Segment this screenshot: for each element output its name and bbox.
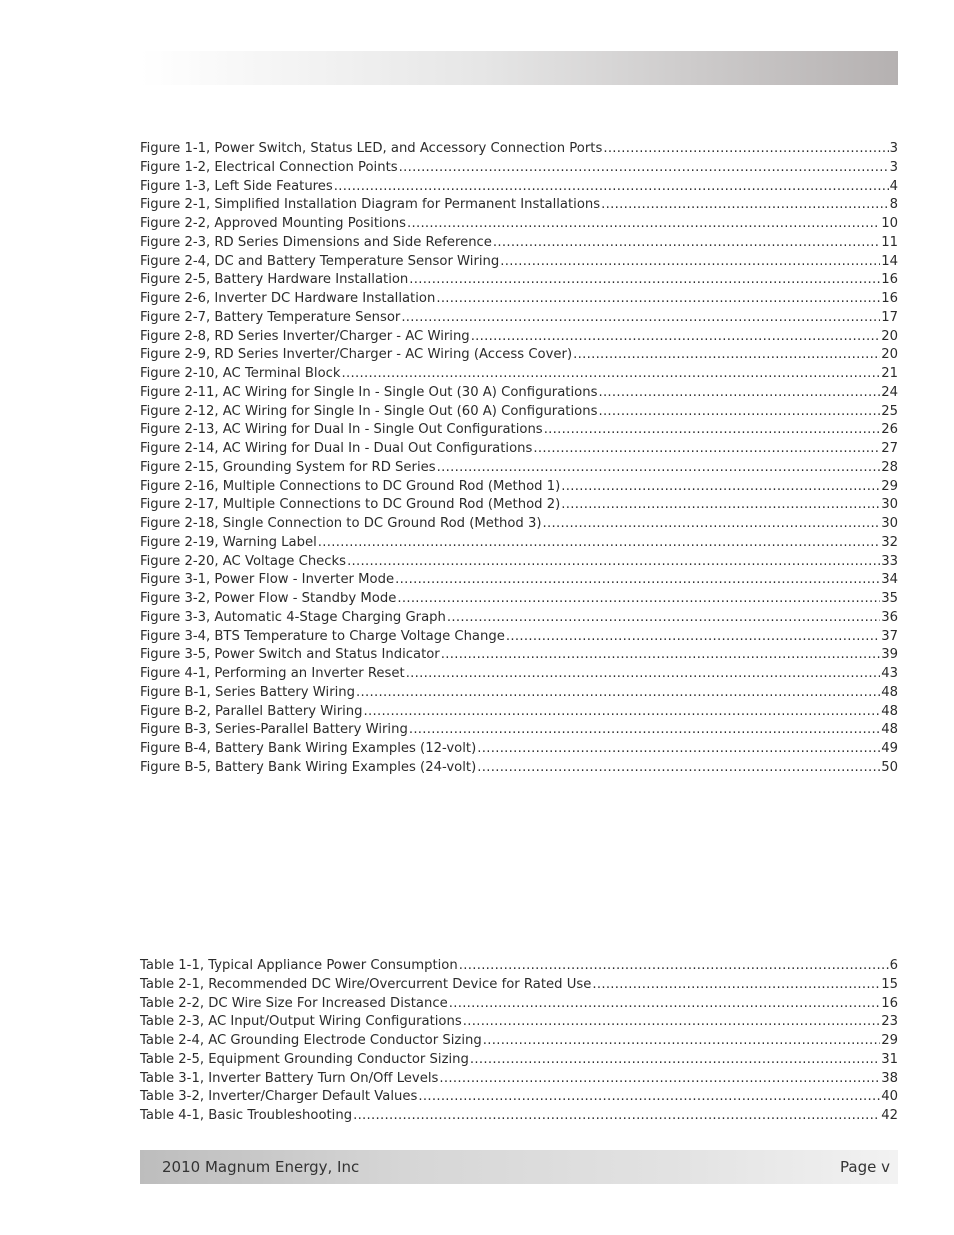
entry-page-number: 33 [881,553,898,569]
dot-leader [353,1107,880,1126]
dot-leader [477,759,880,778]
table-entry[interactable] [140,976,898,995]
page-footer [140,1150,898,1184]
dot-leader [500,253,880,272]
dot-leader [439,1070,880,1089]
entry-page-number: 48 [881,684,898,700]
entry-title: Figure 3-5, Power Switch and Status Indicator [140,647,440,663]
entry-page-number: 34 [881,572,898,588]
figure-entry[interactable] [140,159,898,178]
entry-page-number: 31 [881,1051,898,1067]
figure-entry[interactable] [140,553,898,572]
figure-entry[interactable] [140,384,898,403]
dot-leader [463,1013,880,1032]
table-entry[interactable] [140,1051,898,1070]
dot-leader [342,365,881,384]
entry-title: Figure 2-5, Battery Hardware Installation [140,272,409,288]
dot-leader [449,995,881,1014]
figure-entry[interactable] [140,496,898,515]
dot-leader [407,215,880,234]
entry-title: Figure 2-2, Approved Mounting Positions [140,216,406,231]
figure-entry[interactable] [140,328,898,347]
entry-page-number: 14 [881,253,898,269]
entry-page-number: 3 [889,159,898,175]
entry-title: Figure 2-9, RD Series Inverter/Charger - AC Wiring (Access Cover) [140,347,573,363]
dot-leader [406,665,881,684]
entry-page-number: 17 [881,309,898,325]
dot-leader [483,1032,880,1051]
table-entry[interactable] [140,1032,898,1051]
figure-entry[interactable] [140,140,898,159]
dot-leader [598,403,880,422]
entry-page-number: 10 [881,216,898,231]
figure-entry[interactable] [140,609,898,628]
entry-page-number: 28 [881,459,898,475]
entry-page-number: 21 [881,366,898,381]
entry-page-number: 27 [881,441,898,456]
dot-leader [409,721,880,740]
entry-page-number: 8 [889,197,898,213]
dot-leader [477,740,880,759]
entry-page-number: 6 [889,958,898,973]
figure-entry[interactable] [140,365,898,384]
header-bar [140,51,898,85]
dot-leader [592,976,880,995]
figure-entry[interactable] [140,703,898,722]
figure-entry[interactable] [140,740,898,759]
entry-title: Figure 2-7, Battery Temperature Sensor [140,309,401,325]
entry-title: Figure B-5, Battery Bank Wiring Examples (24-volt) [140,759,477,775]
entry-page-number: 3 [889,141,898,156]
dot-leader [364,703,881,722]
entry-page-number: 36 [881,609,898,625]
figure-entry[interactable] [140,646,898,665]
entry-page-number: 50 [881,759,898,775]
table-entry[interactable] [140,1070,898,1089]
entry-page-number: 23 [881,1014,898,1030]
entry-title: Table 2-4, AC Grounding Electrode Conductor Sizing [140,1033,482,1048]
entry-title: Figure 3-4, BTS Temperature to Charge Voltage Change [140,628,505,644]
entry-page-number: 30 [881,497,898,513]
entry-title: Figure 2-6, Inverter DC Hardware Installation [140,291,436,306]
entry-title: Table 2-5, Equipment Grounding Conductor Sizing [140,1051,469,1067]
dot-leader [356,684,880,703]
entry-title: Figure 2-1, Simplified Installation Diagram for Permanent Installations [140,197,601,213]
figure-entry[interactable] [140,440,898,459]
entry-page-number: 29 [881,1033,898,1048]
entry-page-number: 39 [881,647,898,663]
dot-leader [447,609,880,628]
entry-page-number: 26 [881,422,898,438]
table-entry[interactable] [140,1013,898,1032]
entry-page-number: 20 [881,328,898,344]
dot-leader [395,571,880,590]
entry-title: Figure 2-18, Single Connection to DC Ground Rod (Method 3) [140,516,542,531]
dot-leader [506,628,880,647]
entry-title: Figure 2-13, AC Wiring for Dual In - Single Out Configurations [140,422,543,438]
entry-title: Table 3-2, Inverter/Charger Default Values [140,1089,418,1105]
entry-page-number: 42 [881,1108,898,1123]
entry-page-number: 49 [881,741,898,756]
dot-leader [437,459,881,478]
entry-title: Figure 2-4, DC and Battery Temperature Sensor Wiring [140,253,500,269]
entry-page-number: 16 [881,272,898,288]
entry-page-number: 48 [881,703,898,719]
dot-leader [470,1051,880,1070]
dot-leader [459,957,889,976]
entry-title: Table 2-3, AC Input/Output Wiring Configurations [140,1014,462,1030]
dot-leader [561,478,880,497]
entry-title: Table 2-1, Recommended DC Wire/Overcurrent Device for Rated Use [140,976,592,992]
entry-page-number: 25 [881,403,898,419]
dot-leader [397,590,880,609]
entry-title: Figure 2-8, RD Series Inverter/Charger - AC Wiring [140,328,470,344]
table-entry[interactable] [140,1088,898,1107]
figure-entry[interactable] [140,421,898,440]
table-entry[interactable] [140,1107,898,1126]
dot-leader [441,646,880,665]
list-of-figures [140,140,898,778]
dot-leader [561,496,880,515]
entry-title: Figure 2-15, Grounding System for RD Series [140,459,436,475]
entry-title: Figure 2-14, AC Wiring for Dual In - Dual Out Configurations [140,441,533,456]
entry-page-number: 37 [881,628,898,644]
entry-title: Table 2-2, DC Wire Size For Increased Distance [140,995,448,1011]
entry-title: Figure 3-2, Power Flow - Standby Mode [140,591,397,606]
entry-page-number: 15 [881,976,898,992]
entry-page-number: 11 [881,234,898,250]
entry-page-number: 24 [881,384,898,400]
dot-leader [401,309,880,328]
entry-title: Figure 1-3, Left Side Features [140,178,333,194]
figure-entry[interactable] [140,534,898,553]
figure-entry[interactable] [140,309,898,328]
entry-title: Table 3-1, Inverter Battery Turn On/Off Levels [140,1070,439,1086]
footer-copyright: 2010 Magnum Energy, Inc [162,1158,360,1176]
entry-title: Table 4-1, Basic Troubleshooting [140,1108,353,1123]
entry-title: Figure 1-2, Electrical Connection Points [140,159,398,175]
entry-title: Figure 2-11, AC Wiring for Single In - Single Out (30 A) Configurations [140,384,598,400]
figure-entry[interactable] [140,478,898,497]
entry-title: Figure 2-10, AC Terminal Block [140,366,341,381]
entry-title: Figure 2-3, RD Series Dimensions and Side Reference [140,234,492,250]
dot-leader [598,384,880,403]
dot-leader [436,290,880,309]
figure-entry[interactable] [140,234,898,253]
dot-leader [334,178,889,197]
figure-entry[interactable] [140,571,898,590]
entry-page-number: 16 [881,291,898,306]
dot-leader [601,196,888,215]
figure-entry[interactable] [140,759,898,778]
footer-page-number: Page v [840,1158,890,1176]
figure-entry[interactable] [140,665,898,684]
entry-title: Figure B-2, Parallel Battery Wiring [140,703,363,719]
entry-page-number: 4 [889,178,898,194]
entry-page-number: 29 [881,478,898,494]
entry-title: Table 1-1, Typical Appliance Power Consumption [140,958,458,973]
figure-entry[interactable] [140,403,898,422]
entry-title: Figure B-3, Series-Parallel Battery Wiring [140,722,408,738]
entry-title: Figure 3-3, Automatic 4-Stage Charging Graph [140,609,446,625]
dot-leader [544,421,881,440]
dot-leader [318,534,880,553]
entry-title: Figure 2-12, AC Wiring for Single In - Single Out (60 A) Configurations [140,403,598,419]
entry-title: Figure 1-1, Power Switch, Status LED, and Accessory Connection Ports [140,141,603,156]
figure-entry[interactable] [140,215,898,234]
dot-leader [471,328,881,347]
figure-entry[interactable] [140,459,898,478]
list-of-tables [140,957,898,1126]
dot-leader [493,234,880,253]
figure-entry[interactable] [140,253,898,272]
figure-entry[interactable] [140,271,898,290]
dot-leader [418,1088,880,1107]
entry-page-number: 48 [881,722,898,738]
entry-page-number: 20 [881,347,898,363]
entry-page-number: 32 [881,534,898,550]
entry-page-number: 35 [881,591,898,606]
entry-title: Figure B-1, Series Battery Wiring [140,684,356,700]
figure-entry[interactable] [140,515,898,534]
figure-entry[interactable] [140,346,898,365]
dot-leader [399,159,889,178]
entry-title: Figure 2-16, Multiple Connections to DC Ground Rod (Method 1) [140,478,561,494]
figure-entry[interactable] [140,590,898,609]
figure-entry[interactable] [140,628,898,647]
dot-leader [573,346,880,365]
entry-page-number: 30 [881,516,898,531]
entry-title: Figure 4-1, Performing an Inverter Reset [140,666,405,681]
figure-entry[interactable] [140,684,898,703]
entry-title: Figure B-4, Battery Bank Wiring Examples (12-volt) [140,741,477,756]
entry-title: Figure 2-17, Multiple Connections to DC Ground Rod (Method 2) [140,497,561,513]
dot-leader [603,140,888,159]
table-entry[interactable] [140,957,898,976]
dot-leader [543,515,881,534]
figure-entry[interactable] [140,196,898,215]
entry-page-number: 38 [881,1070,898,1086]
dot-leader [347,553,880,572]
figure-entry[interactable] [140,290,898,309]
entry-page-number: 16 [881,995,898,1011]
dot-leader [409,271,880,290]
figure-entry[interactable] [140,178,898,197]
entry-page-number: 40 [881,1089,898,1105]
figure-entry[interactable] [140,721,898,740]
entry-title: Figure 3-1, Power Flow - Inverter Mode [140,572,395,588]
entry-title: Figure 2-19, Warning Label [140,534,317,550]
entry-page-number: 43 [881,666,898,681]
entry-title: Figure 2-20, AC Voltage Checks [140,553,347,569]
table-entry[interactable] [140,995,898,1014]
dot-leader [533,440,880,459]
